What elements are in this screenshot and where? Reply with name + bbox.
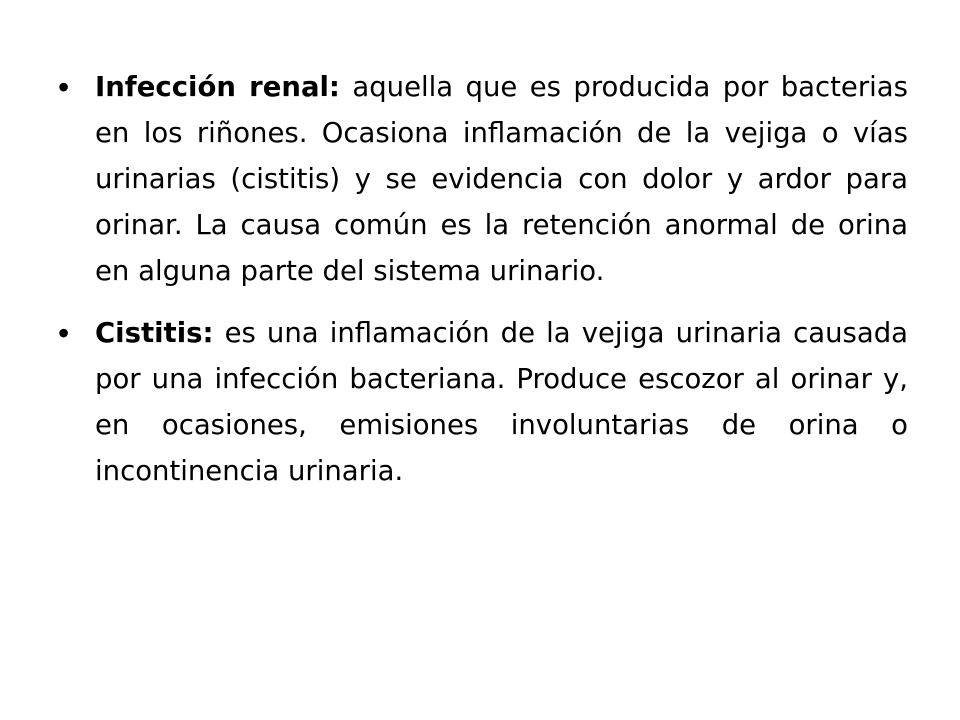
bullet-item-infeccion-renal — [58, 64, 908, 294]
bullet-item-cistitis — [58, 310, 908, 494]
bullet-description: aquella que es producida por bacterias en los riñones. Ocasiona inflamación de la vejiga o vías urinarias (cistitis) y se evidencia con dolor y ardor para orinar. La causa común es la retención anormal de orina en alguna parte del sistema urinario. — [95, 71, 908, 287]
bullet-description: es una inflamación de la vejiga urinaria causada por una infección bacteriana. Produce escozor al orinar y, en ocasiones, emisiones involuntarias de orina o incontinencia urinaria. — [95, 317, 908, 487]
bullet-list — [58, 64, 908, 510]
bullet-marker: • — [58, 69, 70, 105]
bullet-paragraph — [95, 310, 908, 494]
bullet-term: Cistitis: — [95, 317, 214, 349]
bullet-paragraph — [95, 64, 908, 294]
bullet-term: Infección renal: — [95, 71, 340, 103]
bullet-marker: • — [58, 315, 70, 351]
